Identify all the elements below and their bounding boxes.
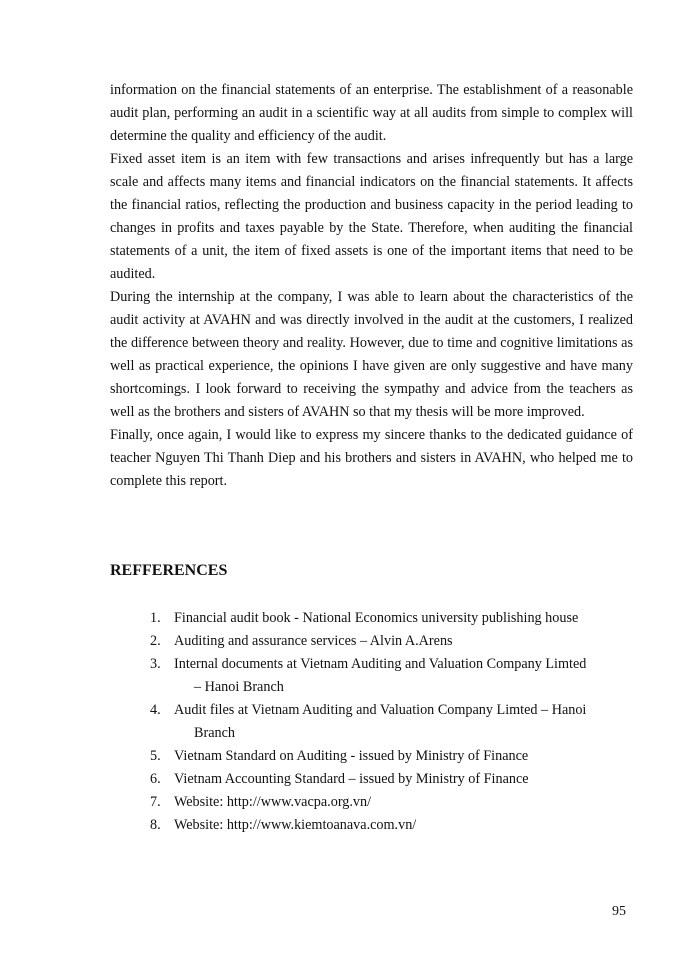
reference-text: Internal documents at Vietnam Auditing and Valuation Company Limted	[174, 656, 587, 672]
reference-item	[150, 607, 633, 630]
references-list	[150, 607, 633, 837]
references-heading: REFFERENCES	[110, 562, 228, 579]
reference-number: 6.	[150, 771, 161, 787]
reference-number: 2.	[150, 633, 161, 649]
reference-number: 7.	[150, 794, 161, 810]
reference-item	[150, 814, 633, 837]
reference-number: 3.	[150, 656, 161, 672]
reference-number: 5.	[150, 748, 161, 764]
reference-item	[150, 699, 633, 745]
paragraph-fixed-assets: Fixed asset item is an item with few transactions and arises infrequently but has a large scale and affects many items and financial indicators on the financial statements. It affects the financial ratios, reflecting the production and business capacity in the period leading to changes in profits and taxes payable by the State. Therefore, when auditing the financial statements of a unit, the item of fixed assets is one of the important items that need to be audited.	[110, 151, 633, 282]
reference-text: Vietnam Standard on Auditing - issued by Ministry of Finance	[174, 748, 529, 764]
reference-item	[150, 630, 633, 653]
paragraph-thanks: Finally, once again, I would like to express my sincere thanks to the dedicated guidance of teacher Nguyen Thi Thanh Diep and his brothers and sisters in AVAHN, who helped me to complete this report.	[110, 427, 633, 489]
reference-text: Website: http://www.vacpa.org.vn/	[174, 794, 372, 810]
reference-item	[150, 768, 633, 791]
paragraph-intro: information on the financial statements of an enterprise. The establishment of a reasonable audit plan, performing an audit in a scientific way at all audits from simple to complex will determine the quality and efficiency of the audit.	[110, 82, 633, 144]
reference-item	[150, 653, 633, 699]
reference-text-continuation: Branch	[194, 725, 235, 741]
paragraph-internship: During the internship at the company, I was able to learn about the characteristics of the audit activity at AVAHN and was directly involved in the audit at the customers, I realized the difference between theory and reality. However, due to time and cognitive limitations as well as practical experience, the opinions I have given are only suggestive and have many shortcomings. I look forward to receiving the sympathy and advice from the teachers as well as the brothers and sisters of AVAHN so that my thesis will be more improved.	[110, 289, 633, 420]
reference-text: Vietnam Accounting Standard – issued by Ministry of Finance	[174, 771, 529, 787]
reference-text: Website: http://www.kiemtoanava.com.vn/	[174, 817, 417, 833]
reference-number: 8.	[150, 817, 161, 833]
reference-item	[150, 791, 633, 814]
reference-number: 4.	[150, 702, 161, 718]
reference-text: Auditing and assurance services – Alvin A.Arens	[174, 633, 453, 649]
body-text	[110, 79, 633, 493]
reference-text-continuation: – Hanoi Branch	[194, 679, 284, 695]
reference-text: Financial audit book - National Economics university publishing house	[174, 610, 579, 626]
reference-text: Audit files at Vietnam Auditing and Valuation Company Limted – Hanoi	[174, 702, 587, 718]
reference-number: 1.	[150, 610, 161, 626]
page-number: 95	[612, 904, 626, 919]
reference-item	[150, 745, 633, 768]
